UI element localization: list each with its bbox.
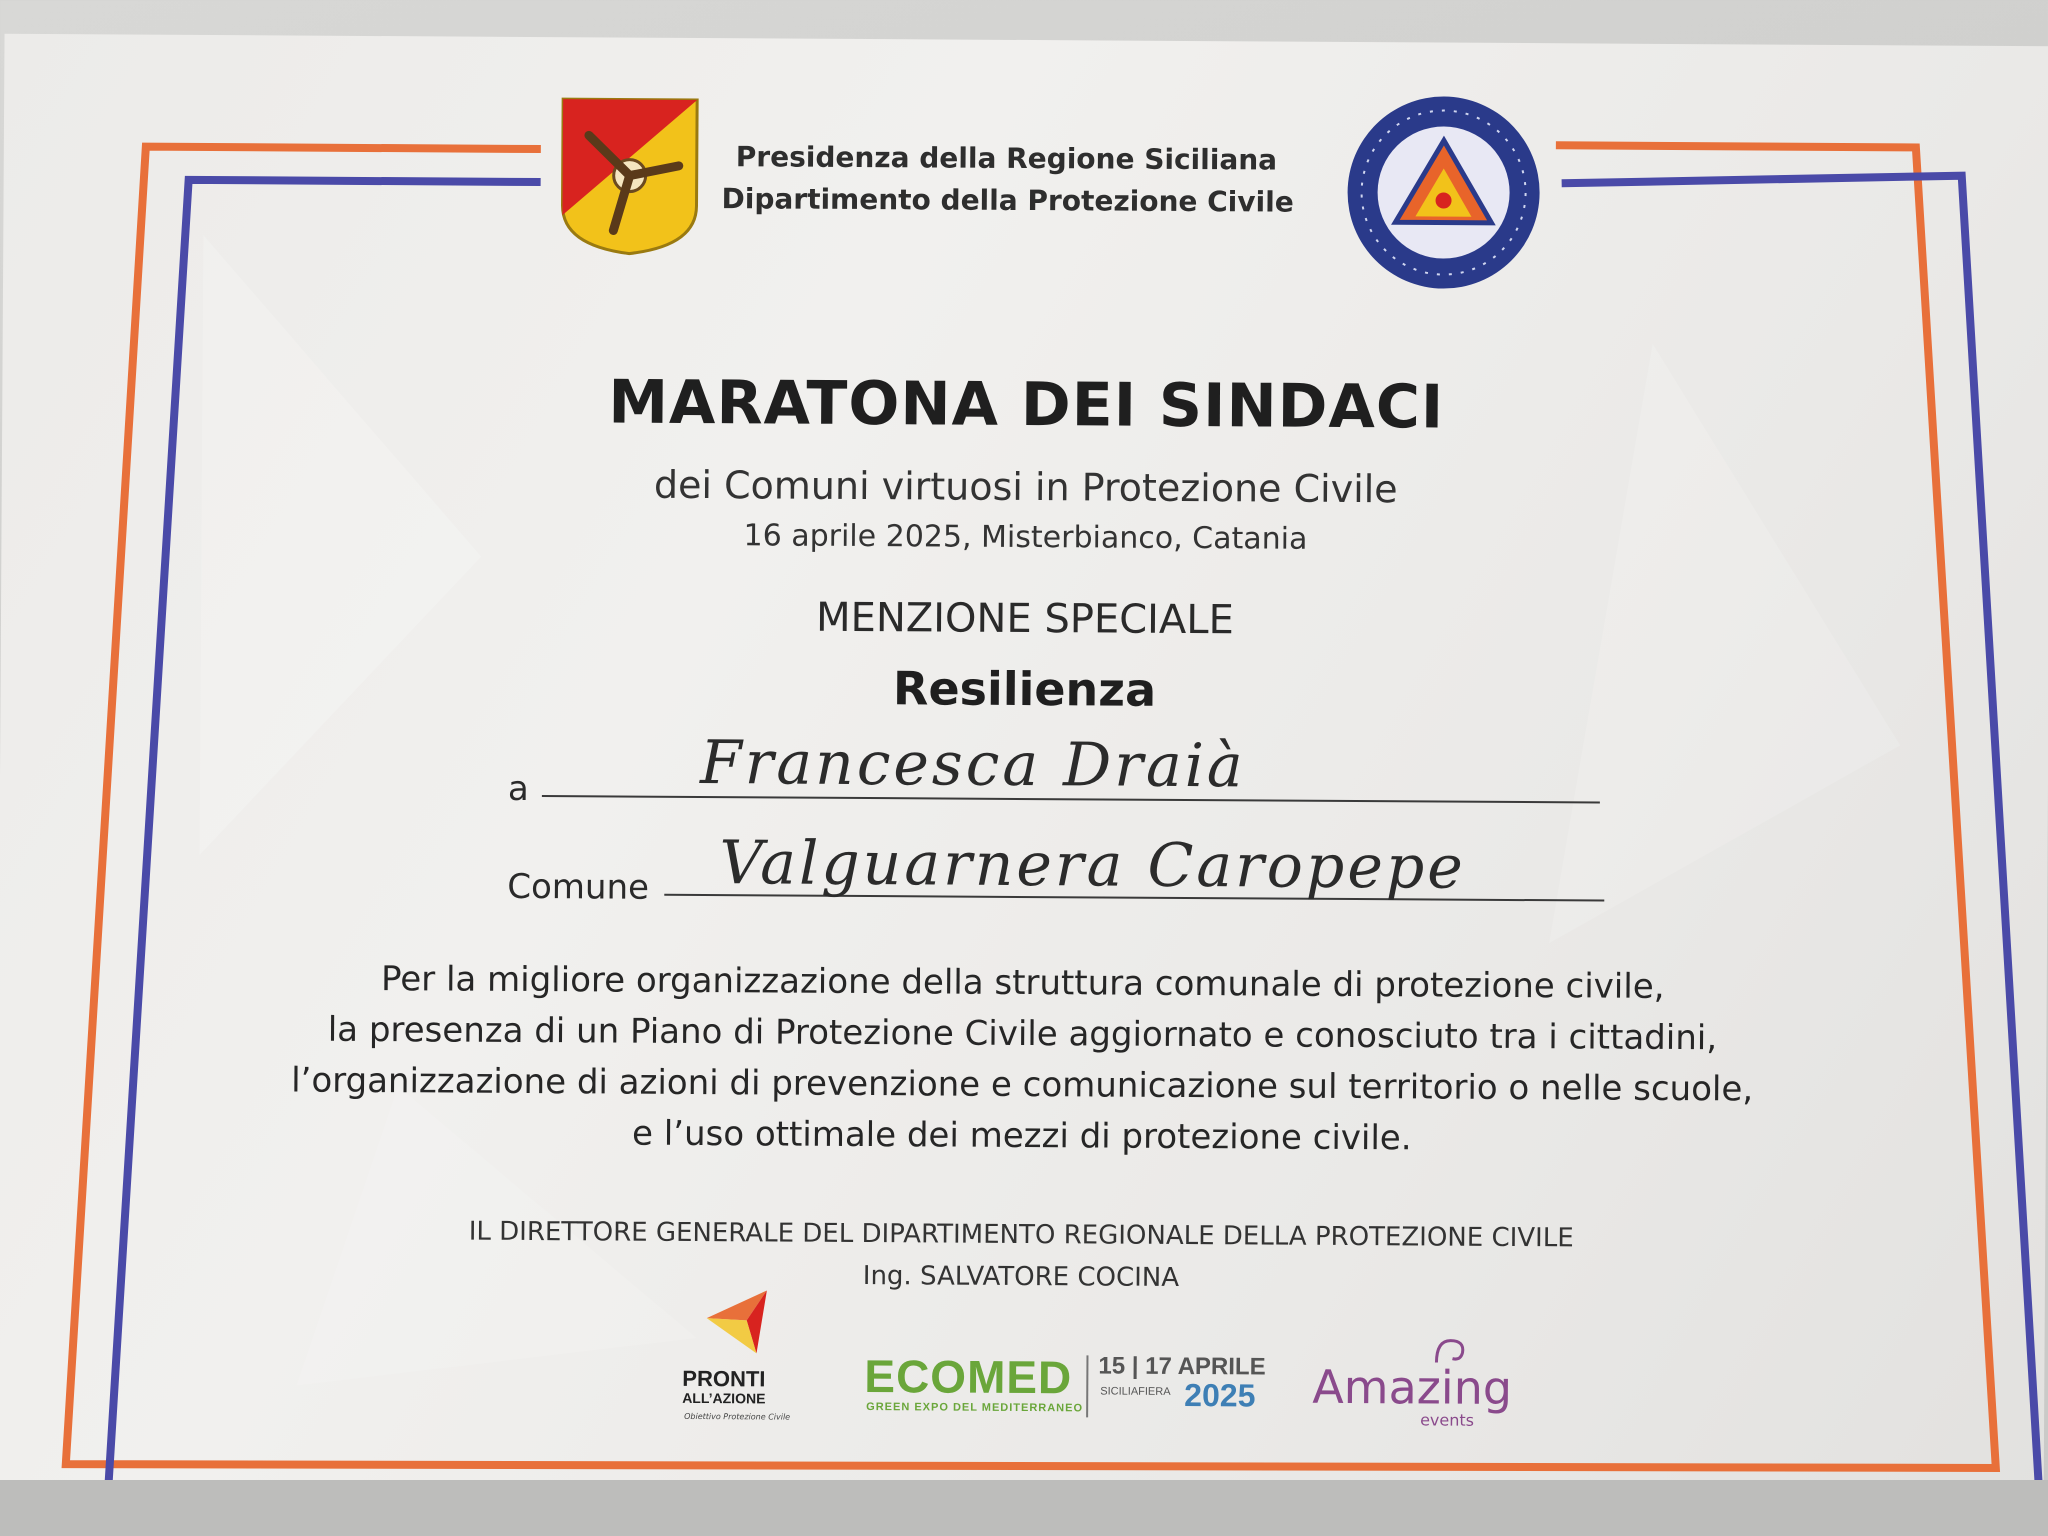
certificate-sheet [0, 34, 2048, 1526]
amazing-logo: Amazing [1312, 1359, 1513, 1415]
award-type: MENZIONE SPECIALE [815, 594, 1234, 644]
trinacria-coat-of-arms-icon [558, 95, 701, 256]
amazing-swirl-icon [1432, 1337, 1468, 1367]
motivation-line: Per la migliore organizzazione della struttura comunale di protezione civile, [380, 959, 1665, 1007]
pronti-tagline: Obiettivo Protezione Civile [684, 1411, 791, 1422]
pronti-logo-line2: ALL’AZIONE [682, 1389, 766, 1407]
ecomed-venue: SICILIAFIERA [1100, 1385, 1171, 1398]
ecomed-logo: ECOMED [864, 1350, 1073, 1404]
signatory-role: IL DIRETTORE GENERALE DEL DIPARTIMENTO REGIONALE DELLA PROTEZIONE CIVILE [468, 1216, 1574, 1254]
ecomed-tagline: GREEN EXPO DEL MEDITERRANEO [866, 1401, 1084, 1415]
recipient-name: Francesca Draià [699, 728, 1246, 802]
motivation-text [0, 952, 2047, 1169]
table-surface [0, 1480, 2048, 1536]
motivation-line: la presenza di un Piano di Protezione Civile aggiornato e conosciuto tra i cittadini, [327, 1009, 1718, 1059]
award-category: Resilienza [892, 661, 1157, 717]
ecomed-divider [1086, 1355, 1088, 1417]
motivation-line: e l’uso ottimale dei mezzi di protezione civile. [631, 1113, 1412, 1159]
comune-label: Comune [507, 866, 650, 908]
ecomed-dates: 15 | 17 APRILE [1098, 1352, 1266, 1381]
ecomed-year: 2025 [1184, 1376, 1256, 1414]
signatory-name: Ing. SALVATORE COCINA [862, 1261, 1180, 1293]
motivation-line: l’organizzazione di azioni di prevenzione e comunicazione sul territorio o nelle scuole, [291, 1060, 1754, 1110]
comune-name: Valguarnera Caropepe [719, 828, 1466, 903]
event-subtitle: dei Comuni virtuosi in Protezione Civile [653, 462, 1398, 512]
recipient-label: a [507, 768, 529, 809]
page-title: MARATONA DEI SINDACI [608, 367, 1445, 443]
protezione-civile-seal-icon [1343, 92, 1544, 293]
amazing-sub: events [1420, 1410, 1475, 1430]
pronti-logo-line1: PRONTI [682, 1365, 766, 1392]
header-department: Dipartimento della Protezione Civile [721, 182, 1294, 219]
header-region: Presidenza della Regione Siciliana [735, 140, 1278, 177]
pronti-triangle-icon [696, 1278, 776, 1358]
event-date-place: 16 aprile 2025, Misterbianco, Catania [743, 518, 1308, 557]
